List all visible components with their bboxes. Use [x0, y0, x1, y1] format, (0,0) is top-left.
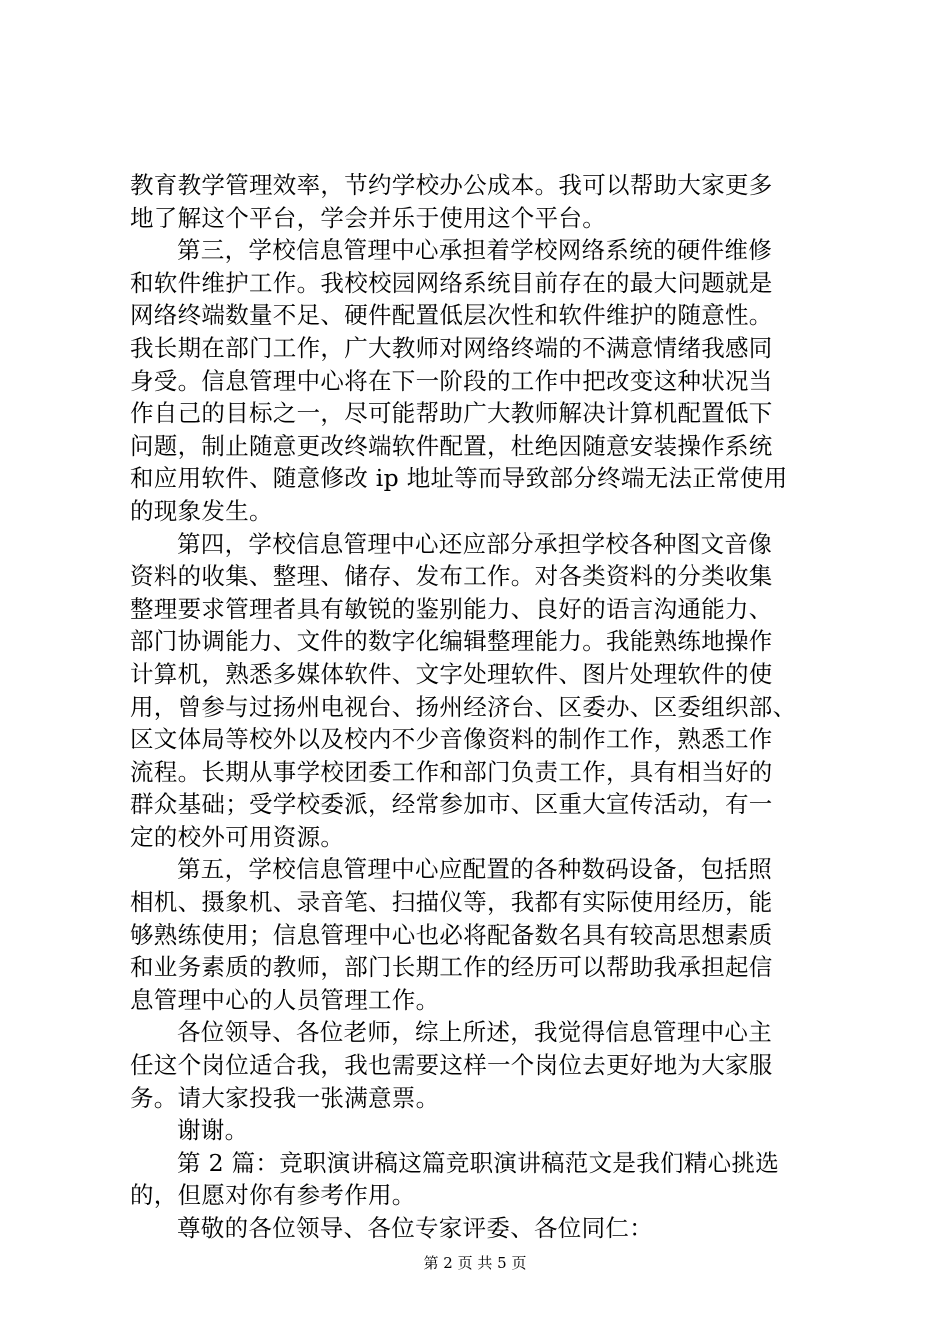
text-line: 和应用软件、随意修改 ip 地址等而导致部分终端无法正常使用 [130, 464, 788, 493]
text-line: 问题，制止随意更改终端软件配置，杜绝因随意安装操作系统 [130, 431, 773, 460]
document-body [130, 169, 845, 1245]
text-line: 定的校外可用资源。 [130, 822, 345, 851]
text-line: 用，曾参与过扬州电视台、扬州经济台、区委办、区委组织部、 [130, 692, 797, 721]
paragraph-start: 谢谢。 [177, 1116, 249, 1145]
page-number-footer: 第 2 页 共 5 页 [423, 1254, 527, 1272]
text-line: 的现象发生。 [130, 496, 273, 525]
text-line: 计算机，熟悉多媒体软件、文字处理软件、图片处理软件的使 [130, 659, 773, 688]
text-line: 群众基础；受学校委派，经常参加市、区重大宣传活动，有一 [130, 790, 773, 819]
text-line: 地了解这个平台，学会并乐于使用这个平台。 [130, 203, 606, 232]
text-line: 相机、摄象机、录音笔、扫描仪等，我都有实际使用经历，能 [130, 888, 773, 917]
text-line: 区文体局等校外以及校内不少音像资料的制作工作，熟悉工作 [130, 725, 773, 754]
text-line: 务。请大家投我一张满意票。 [130, 1083, 440, 1112]
text-line: 教育教学管理效率，节约学校办公成本。我可以帮助大家更多 [130, 171, 773, 199]
paragraph-start: 第四，学校信息管理中心还应部分承担学校各种图文音像 [177, 529, 772, 558]
text-line: 部门协调能力、文件的数字化编辑整理能力。我能熟练地操作 [130, 627, 773, 656]
text-line: 和软件维护工作。我校校园网络系统目前存在的最大问题就是 [130, 268, 773, 297]
paragraph-start: 各位领导、各位老师，综上所述，我觉得信息管理中心主 [177, 1018, 772, 1047]
text-line: 作自己的目标之一，尽可能帮助广大教师解决计算机配置低下 [130, 399, 773, 428]
paragraph-start: 第三，学校信息管理中心承担着学校网络系统的硬件维修 [177, 236, 772, 265]
text-line: 我长期在部门工作，广大教师对网络终端的不满意情绪我感同 [130, 333, 773, 362]
text-line: 整理要求管理者具有敏锐的鉴别能力、良好的语言沟通能力、 [130, 594, 773, 623]
text-line: 够熟练使用；信息管理中心也必将配备数名具有较高思想素质 [130, 920, 773, 949]
text-line: 息管理中心的人员管理工作。 [130, 985, 440, 1014]
text-line: 资料的收集、整理、储存、发布工作。对各类资料的分类收集 [130, 562, 773, 591]
text-line: 网络终端数量不足、硬件配置低层次性和软件维护的随意性。 [130, 301, 773, 330]
paragraph-start: 第五，学校信息管理中心应配置的各种数码设备，包括照 [177, 855, 772, 884]
paragraph-start: 第 2 篇：竞职演讲稿这篇竞职演讲稿范文是我们精心挑选 [177, 1148, 779, 1177]
text-line: 身受。信息管理中心将在下一阶段的工作中把改变这种状况当 [130, 366, 773, 395]
text-line: 任这个岗位适合我，我也需要这样一个岗位去更好地为大家服 [130, 1051, 773, 1080]
salutation: 尊敬的各位领导、各位专家评委、各位同仁： [177, 1214, 653, 1242]
text-line: 和业务素质的教师，部门长期工作的经历可以帮助我承担起信 [130, 953, 773, 982]
text-line: 流程。长期从事学校团委工作和部门负责工作，具有相当好的 [130, 757, 773, 786]
text-line: 的，但愿对你有参考作用。 [130, 1181, 416, 1210]
